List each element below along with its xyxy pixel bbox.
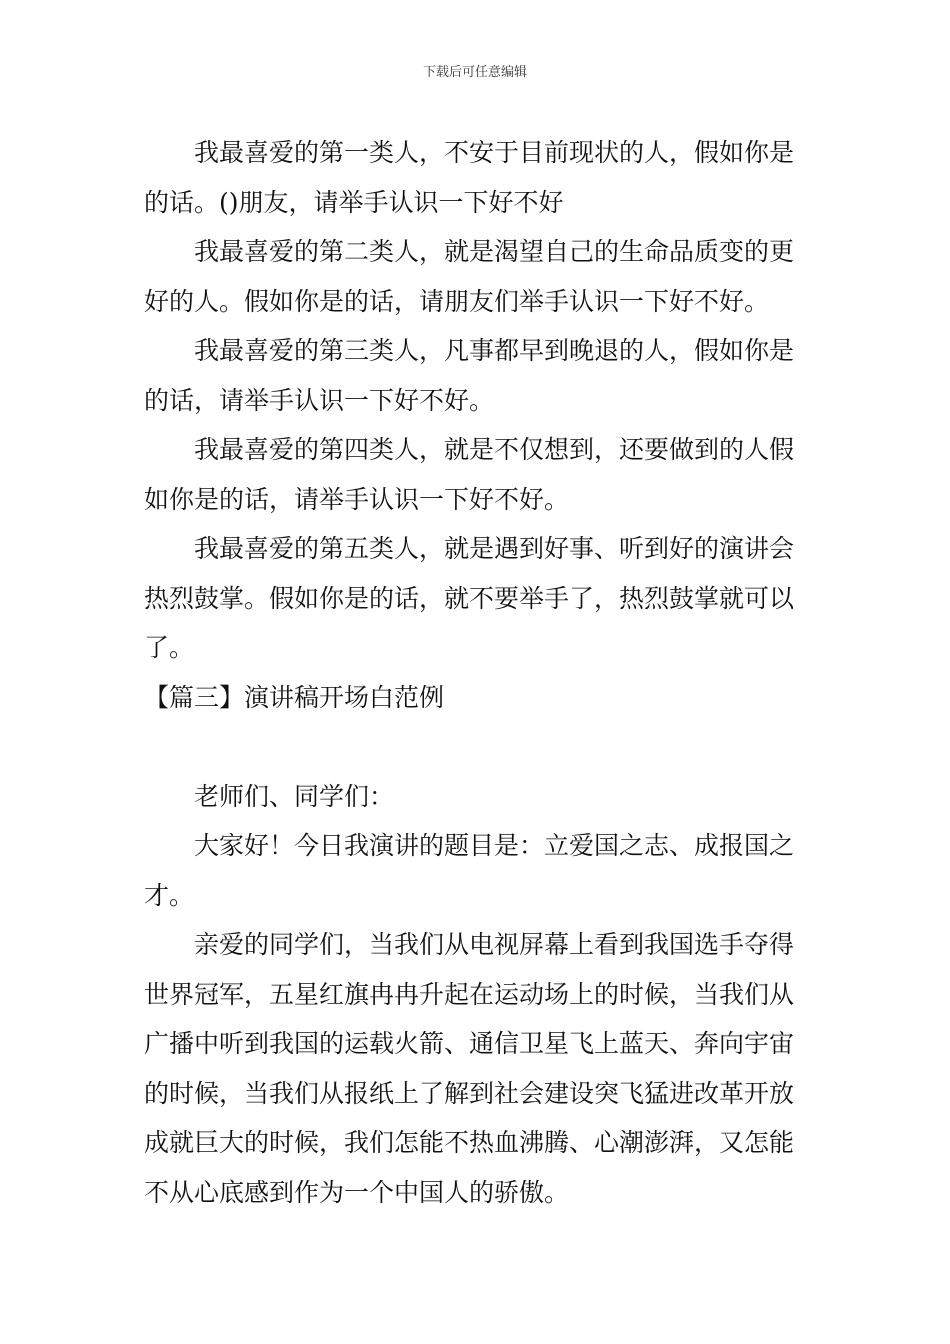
body-paragraph: 亲爱的同学们，当我们从电视屏幕上看到我国选手夺得世界冠军，五星红旗冉冉升起在运动场上的时候，当我们从广播中听到我国的运载火箭、通信卫星飞上蓝天、奔向宇宙的时候，当我们从报纸上了解到社会建设突飞猛进改革开放成就巨大的时候，我们怎能不热血沸腾、心潮澎湃，又怎能不从心底感到作为一个中国人的骄傲。 xyxy=(144,930,795,1207)
blank-line xyxy=(144,722,809,772)
salutation: 老师们、同学们： xyxy=(194,781,395,811)
section-title: 【篇三】演讲稿开场白范例 xyxy=(144,682,445,712)
paragraph-type-two: 我最喜爱的第二类人，就是渴望自己的生命品质变的更好的人。假如你是的话，请朋友们举手认识一下好不好。 xyxy=(144,237,795,316)
paragraph-type-one: 我最喜爱的第一类人，不安于目前现状的人，假如你是的话。()朋友，请举手认识一下好不好 xyxy=(144,138,795,217)
page-header: 下载后可任意编辑 xyxy=(422,65,527,80)
document-body xyxy=(144,128,809,1217)
paragraph-type-three: 我最喜爱的第三类人，凡事都早到晚退的人，假如你是的话，请举手认识一下好不好。 xyxy=(144,336,795,415)
paragraph-type-four: 我最喜爱的第四类人，就是不仅想到，还要做到的人假如你是的话，请举手认识一下好不好。 xyxy=(144,435,795,514)
paragraph-type-five: 我最喜爱的第五类人，就是遇到好事、听到好的演讲会热烈鼓掌。假如你是的话，就不要举手了，热烈鼓掌就可以了。 xyxy=(144,534,795,662)
greeting-paragraph: 大家好！今日我演讲的题目是：立爱国之志、成报国之才。 xyxy=(144,831,795,910)
